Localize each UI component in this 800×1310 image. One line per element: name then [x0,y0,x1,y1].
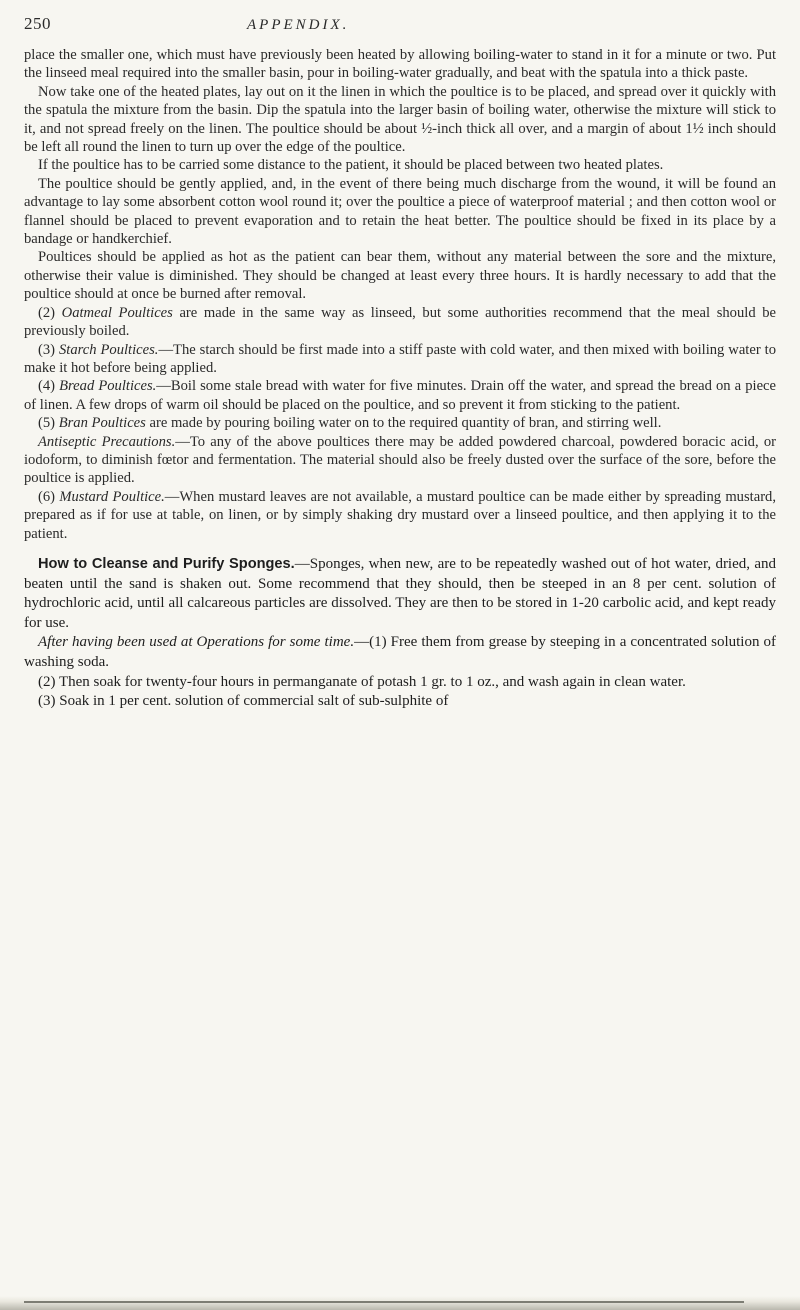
running-title: APPENDIX. [247,17,350,33]
paragraph-sponges [24,555,776,633]
bran-text: are made by pouring boiling water on to the required quantity of bran, and stirring well. [145,415,662,432]
section-heading-sponges: How to Cleanse and Purify Sponges. [38,555,295,572]
paragraph-spreading: Now take one of the heated plates, lay out on it the linen in which the poultice is to be placed, and spread over it quickly with the spatula the mixture from the basin. Dip the spatula into the larger basin of boiling water, otherwise the mixture will stick to it, and not spread freely on the linen. The poultice should be about ½-inch thick all over, and a margin of about 1½ inch should be left all round the linen to turn up over the edge of the poultice. [24,83,776,156]
oatmeal-title: Oatmeal Poultices [61,304,173,321]
bran-title: Bran Poultices [58,415,146,432]
after-operations-title: After having been used at Operations for some time. [38,634,355,651]
paragraph-oatmeal [24,304,776,341]
mustard-title: Mustard Poultice. [59,488,165,505]
page-bottom-edge [0,1296,800,1310]
item-number: (3) [38,341,56,358]
starch-title: Starch Poultices. [58,341,159,358]
item-number: (6) [38,488,56,505]
paragraph-mustard [24,488,776,543]
paragraph-carrying: If the poultice has to be carried some distance to the patient, it should be placed between two heated plates. [38,157,664,174]
paragraph-after-operations [24,633,776,672]
book-page [24,14,776,712]
antiseptic-text: —To any of the above poultices there may be added powdered charcoal, powdered boracic acid, or iodoform, to diminish fœtor and fermentation. The material should also be freely dusted over the surface of the sore, before the poultice is applied. [24,433,777,487]
item-number: (5) [38,415,56,432]
bread-title: Bread Poultices. [59,378,157,395]
sponges-text: —Sponges, when new, are to be repeatedly washed out of hot water, dried, and beaten until the sand is shaken out. Some recommend that they should, then be steeped in an 8 per cent. solution of hydrochloric acid, until all calcareous particles are dissolved. They are then to be stored in 1-20 carbolic acid, and kept ready for use. [24,555,777,631]
paragraph-bran [24,414,776,432]
bread-text: —Boil some stale bread with water for five minutes. Drain off the water, and spread the bread on a piece of linen. A few drops of warm oil should be placed on the poultice, and so prevent it from sticking to the patient. [24,378,777,413]
running-head [24,14,776,40]
item-number: (2) [38,304,56,321]
paragraph-bread [24,377,776,414]
after-operations-text: —(1) Free them from grease by steeping in a concentrated solution of washing soda. [24,634,776,670]
paragraph-application: The poultice should be gently applied, and, in the event of there being much discharge from the wound, it will be found an advantage to lay some absorbent cotton wool round it; over the poultice a piece of waterproof material ; and then cotton wool or flannel should be placed to prevent evaporation and to retain the heat better. The poultice should be fixed in its place by a bandage or handkerchief. [24,175,776,248]
paragraph-permanganate: (2) Then soak for twenty-four hours in permanganate of potash 1 gr. to 1 oz., and wash again in clean water. [38,673,686,690]
paragraph-sub-sulphite: (3) Soak in 1 per cent. solution of commercial salt of sub-sulphite of [38,693,449,710]
paragraph-temperature: Poultices should be applied as hot as the patient can bear them, without any material between the sore and the mixture, otherwise their value is diminished. They should be changed at least every three hours. It is hardly necessary to add that the poultice should at once be burned after removal. [24,249,776,303]
paragraph-linseed-preparation: place the smaller one, which must have previously been heated by allowing boiling-water to stand in it for a minute or two. Put the linseed meal required into the smaller basin, pour in boiling-water gradually, and beat with the spatula into a thick paste. [24,47,776,82]
starch-text: —The starch should be first made into a stiff paste with cold water, and then mixed with boiling water to make it hot before being applied. [24,341,776,376]
antiseptic-title: Antiseptic Precautions. [38,433,176,450]
item-number: (4) [38,378,56,395]
paragraph-antiseptic [24,433,776,488]
mustard-text: —When mustard leaves are not available, a mustard poultice can be made either by spreading mustard, prepared as if for use at table, on linen, or by simply shaking dry mustard over a linseed poultice, and then applying it to the patient. [24,488,776,542]
page-number: 250 [24,14,51,33]
oatmeal-text: are made in the same way as linseed, but some authorities recommend that the meal should be previously boiled. [24,304,777,340]
page-edge-line [24,1301,744,1303]
paragraph-starch [24,341,776,378]
body-text [24,46,776,712]
